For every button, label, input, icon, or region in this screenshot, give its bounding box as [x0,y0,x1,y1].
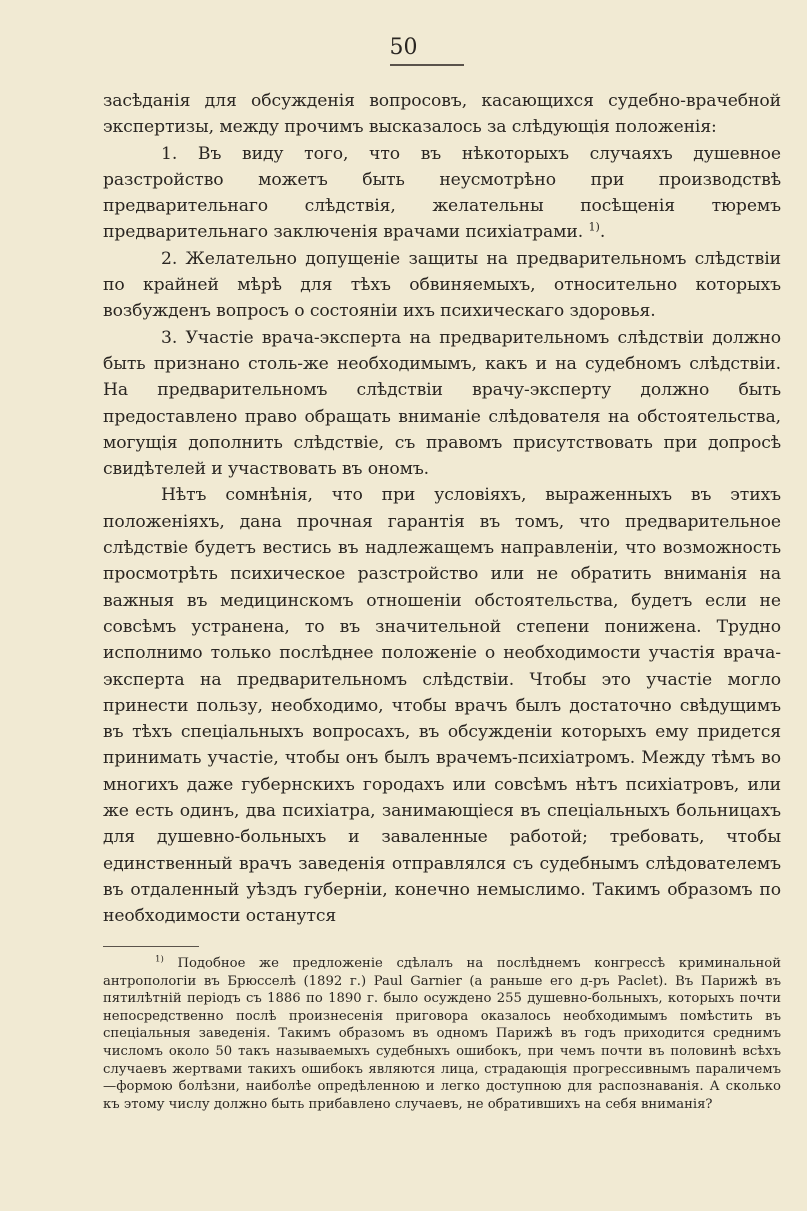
paragraph-discussion: Нѣтъ сомнѣнія, что при условіяхъ, выраженныхъ въ этихъ положеніяхъ, дана прочная гарантія въ томъ, что предварительное слѣдствіе будетъ вестись въ надлежащемъ направленіи, что возможность просмотрѣть психическое разстройство или не обратить вниманія на важныя въ медицинскомъ отношеніи обстоятельства, будетъ если не совсѣмъ устранена, то въ значительной степени понижена. Трудно исполнимо только послѣднее положеніе о необходимости участія врача-эксперта на предварительномъ слѣдствіи. Чтобы это участіе могло принести пользу, необходимо, чтобы врачъ былъ достаточно свѣдущимъ въ тѣхъ спеціальныхъ вопросахъ, въ обсужденіи которыхъ ему придется принимать участіе, чтобы онъ былъ врачемъ-психіатромъ. Между тѣмъ во многихъ даже губернскихъ городахъ или совсѣмъ нѣтъ психіатровъ, или же есть одинъ, два психіатра, занимающіеся въ спеціальныхъ больницахъ для душевно-больныхъ и заваленные работой; требовать, чтобы единственный врачъ заведенія отправлялся съ судебнымъ слѣдователемъ въ отдаленный уѣздъ губерніи, конечно немыслимо. Такимъ образомъ по необходимости останутся [103,485,781,927]
footnote [103,955,781,1113]
footnote-text: Подобное же предложеніе сдѣлалъ на послѣднемъ конгрессѣ криминальной антропологіи въ Брюсселѣ (1892 г.) Paul Garnier (а раньше его д-ръ Paclet). Въ Парижѣ въ пятилѣтній періодъ съ 1886 по 1890 г. было осуждено 255 душевно-больныхъ, которыхъ почти непосредственно послѣ произнесенія приговора оказалось необходимымъ помѣстить въ спеціальныя заведенія. Такимъ образомъ въ одномъ Парижѣ въ годъ приходится среднимъ числомъ около 50 такъ называемыхъ судебныхъ ошибокъ, при чемъ почти въ половинѣ всѣхъ случаевъ жертвами такихъ ошибокъ являются лица, страдающія прогрессивнымъ параличемъ—формою болѣзни, наиболѣе опредѣленною и легко доступною для распознаванія. А сколько къ этому числу должно быть прибавлено случаевъ, не обратившихъ на себя вниманія? [103,956,781,1112]
footnote-divider [103,946,199,947]
page-number-rule [390,64,464,66]
paragraph-intro: засѣданія для обсужденія вопросовъ, касающихся судебно-врачебной экспертизы, между прочимъ высказалось за слѣдующія положенія: [103,91,781,138]
footnote-reference[interactable]: 1) [588,220,600,234]
page-number: 50 [389,35,418,60]
paragraph-point-3: 3. Участіе врача-эксперта на предварительномъ слѣдствіи должно быть признано столь-же необходимымъ, какъ и на судебномъ слѣдствіи. На предварительномъ слѣдствіи врачу-эксперту должно быть предоставлено право обращать вниманіе слѣдователя на обстоятельства, могущія дополнить слѣдствіе, съ правомъ присутствовать при допросѣ свидѣтелей и участвовать въ ономъ. [103,327,781,480]
paragraph-point-1: 1. Въ виду того, что въ нѣкоторыхъ случаяхъ душевное разстройство можетъ быть неусмотрѣно при производствѣ предварительнаго слѣдствія, желательны посѣщенія тюремъ предварительнаго заключенія врачами психіатрами. $^{1)}$. [103,143,781,243]
footnote-marker: 1) [155,954,164,965]
paragraph-point-2: 2. Желательно допущеніе защиты на предварительномъ слѣдствіи по крайней мѣрѣ для тѣхъ обвиняемыхъ, относительно которыхъ возбужденъ вопросъ о состояніи ихъ психическаго здоровья. [103,248,781,322]
main-text [103,88,781,930]
